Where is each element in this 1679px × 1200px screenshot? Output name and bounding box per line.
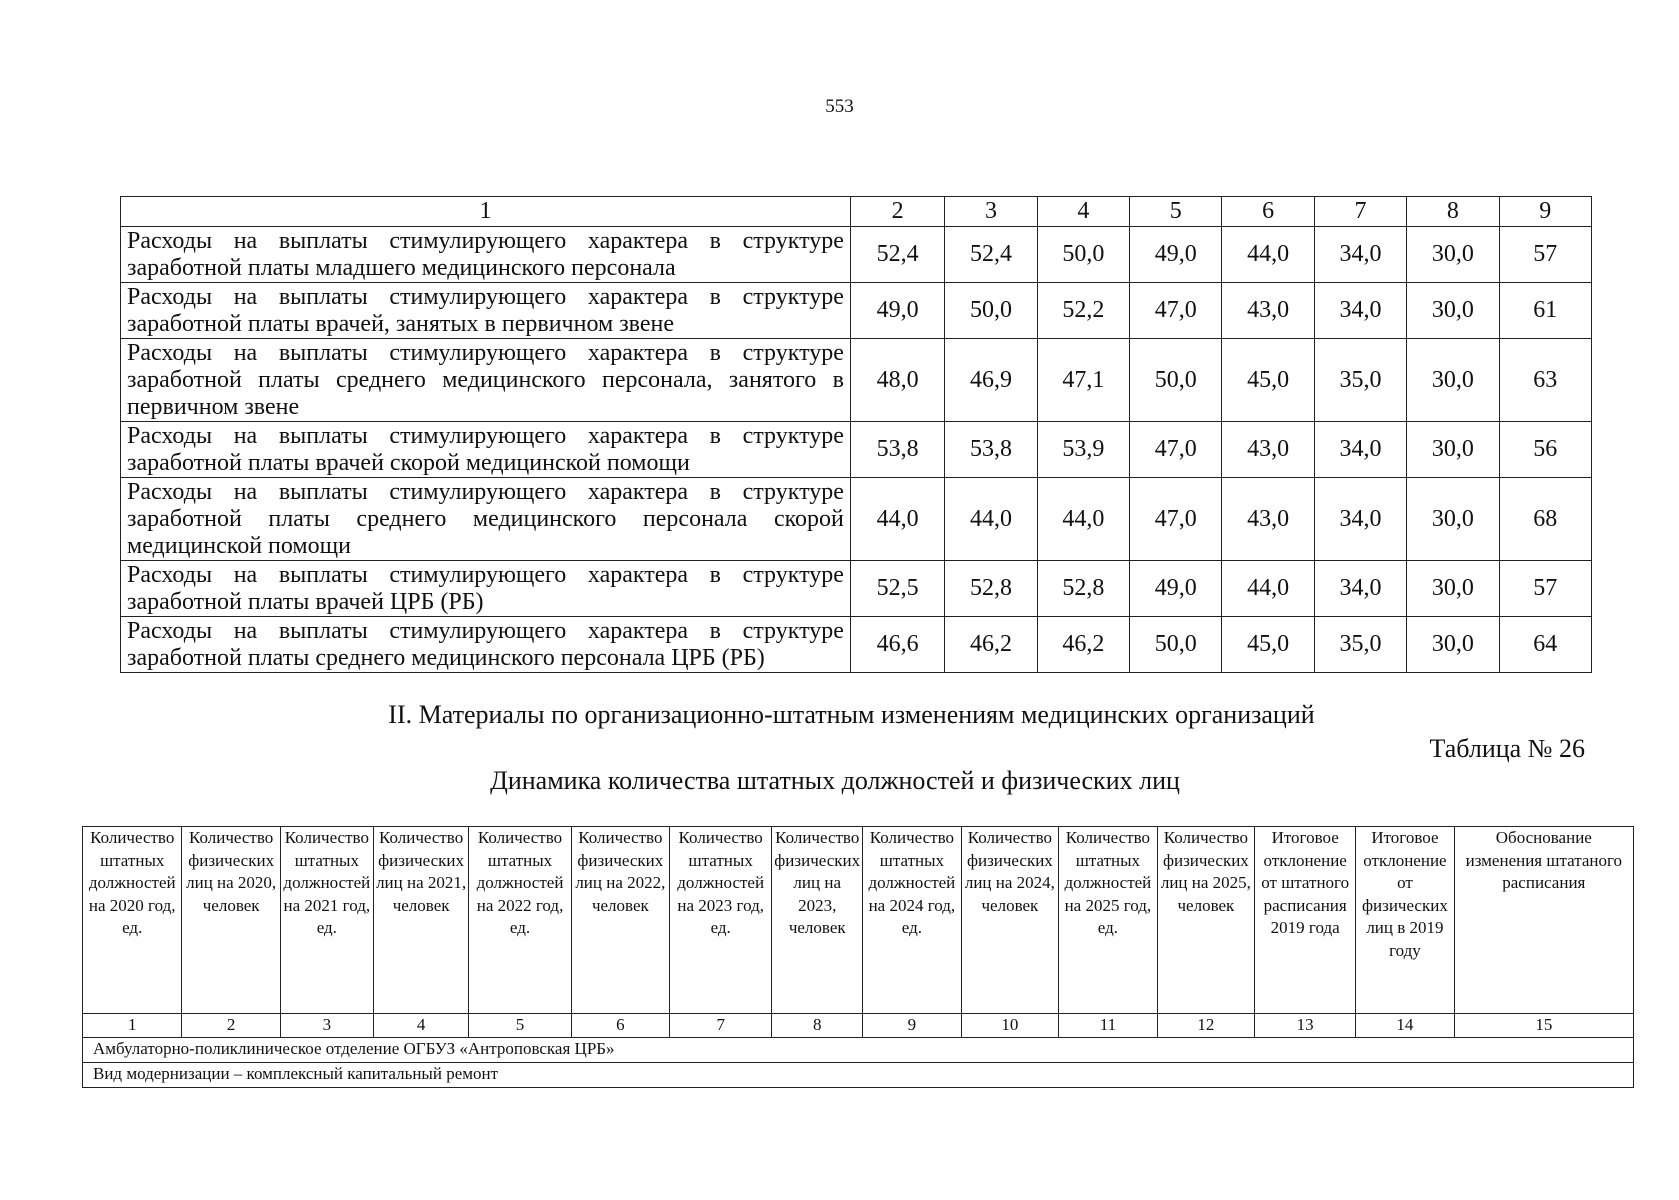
value-cell: 35,0	[1314, 339, 1406, 422]
column-number: 8	[772, 1014, 863, 1038]
page-number: 553	[825, 96, 854, 117]
table-header-row	[83, 827, 1634, 1014]
header-cell: Обоснование изменения штатаного расписания	[1454, 827, 1633, 1014]
table-header-row	[121, 197, 1592, 227]
value-cell: 57	[1499, 227, 1591, 283]
column-number-row	[83, 1014, 1634, 1038]
value-cell: 52,4	[850, 227, 944, 283]
row-label: Расходы на выплаты стимулирующего характера в структуре заработной платы врачей скорой медицинской помощи	[121, 422, 851, 478]
header-cell: 8	[1407, 197, 1499, 227]
value-cell: 64	[1499, 617, 1591, 673]
value-cell: 68	[1499, 478, 1591, 561]
value-cell: 50,0	[1130, 617, 1222, 673]
value-cell: 30,0	[1407, 478, 1499, 561]
header-cell: Количество физических лиц на 2025, человек	[1157, 827, 1255, 1014]
indicators-table	[120, 196, 1592, 673]
column-number: 1	[83, 1014, 182, 1038]
header-cell: 5	[1130, 197, 1222, 227]
column-number: 2	[182, 1014, 280, 1038]
table-row	[121, 422, 1592, 478]
value-cell: 61	[1499, 283, 1591, 339]
header-cell: Количество физических лиц на 2024, человек	[961, 827, 1059, 1014]
value-cell: 48,0	[850, 339, 944, 422]
value-cell: 57	[1499, 561, 1591, 617]
value-cell: 34,0	[1314, 227, 1406, 283]
value-cell: 46,2	[945, 617, 1037, 673]
value-cell: 30,0	[1407, 617, 1499, 673]
value-cell: 44,0	[1222, 227, 1314, 283]
value-cell: 44,0	[850, 478, 944, 561]
header-cell: 9	[1499, 197, 1591, 227]
value-cell: 47,0	[1130, 422, 1222, 478]
value-cell: 30,0	[1407, 283, 1499, 339]
table-row	[121, 227, 1592, 283]
header-cell: Количество физических лиц на 2020, человек	[182, 827, 280, 1014]
value-cell: 34,0	[1314, 283, 1406, 339]
column-number: 11	[1059, 1014, 1158, 1038]
value-cell: 44,0	[945, 478, 1037, 561]
header-cell: Итоговое отклонение от штатного расписания 2019 года	[1255, 827, 1356, 1014]
value-cell: 63	[1499, 339, 1591, 422]
modernization-row	[83, 1062, 1634, 1087]
staffing-table	[82, 826, 1634, 1088]
value-cell: 47,0	[1130, 283, 1222, 339]
value-cell: 34,0	[1314, 561, 1406, 617]
column-number: 4	[373, 1014, 469, 1038]
header-cell: Количество физических лиц на 2023, человек	[772, 827, 863, 1014]
row-label: Расходы на выплаты стимулирующего характера в структуре заработной платы врачей ЦРБ (РБ)	[121, 561, 851, 617]
value-cell: 53,8	[850, 422, 944, 478]
header-cell: Количество штатных должностей на 2025 год, ед.	[1059, 827, 1158, 1014]
table-row	[121, 561, 1592, 617]
value-cell: 45,0	[1222, 339, 1314, 422]
value-cell: 49,0	[850, 283, 944, 339]
value-cell: 45,0	[1222, 617, 1314, 673]
value-cell: 53,8	[945, 422, 1037, 478]
value-cell: 34,0	[1314, 422, 1406, 478]
value-cell: 30,0	[1407, 339, 1499, 422]
value-cell: 52,8	[945, 561, 1037, 617]
organization-name: Амбулаторно-поликлиническое отделение ОГБУЗ «Антроповская ЦРБ»	[83, 1037, 1634, 1062]
value-cell: 52,5	[850, 561, 944, 617]
value-cell: 43,0	[1222, 422, 1314, 478]
value-cell: 46,6	[850, 617, 944, 673]
table-row	[121, 478, 1592, 561]
header-cell: Количество штатных должностей на 2020 год, ед.	[83, 827, 182, 1014]
header-cell: Количество штатных должностей на 2024 год, ед.	[863, 827, 962, 1014]
column-number: 3	[280, 1014, 373, 1038]
value-cell: 35,0	[1314, 617, 1406, 673]
value-cell: 50,0	[945, 283, 1037, 339]
row-label: Расходы на выплаты стимулирующего характера в структуре заработной платы среднего медицинского персонала ЦРБ (РБ)	[121, 617, 851, 673]
value-cell: 46,9	[945, 339, 1037, 422]
value-cell: 47,1	[1037, 339, 1129, 422]
header-cell: Количество физических лиц на 2021, человек	[373, 827, 469, 1014]
value-cell: 47,0	[1130, 478, 1222, 561]
header-cell: Количество физических лиц на 2022, человек	[571, 827, 669, 1014]
column-number: 5	[469, 1014, 571, 1038]
value-cell: 43,0	[1222, 283, 1314, 339]
value-cell: 53,9	[1037, 422, 1129, 478]
value-cell: 44,0	[1222, 561, 1314, 617]
table-row	[121, 283, 1592, 339]
table-title: Динамика количества штатных должностей и физических лиц	[490, 766, 1180, 795]
value-cell: 50,0	[1037, 227, 1129, 283]
value-cell: 56	[1499, 422, 1591, 478]
column-number: 7	[670, 1014, 772, 1038]
column-number: 15	[1454, 1014, 1633, 1038]
value-cell: 34,0	[1314, 478, 1406, 561]
value-cell: 49,0	[1130, 227, 1222, 283]
modernization-type: Вид модернизации – комплексный капитальный ремонт	[83, 1062, 1634, 1087]
table-number: Таблица № 26	[1429, 734, 1585, 763]
column-number: 9	[863, 1014, 962, 1038]
table-row	[121, 617, 1592, 673]
header-cell: Количество штатных должностей на 2021 год, ед.	[280, 827, 373, 1014]
row-label: Расходы на выплаты стимулирующего характера в структуре заработной платы среднего медицинского персонала скорой медицинской помощи	[121, 478, 851, 561]
value-cell: 52,4	[945, 227, 1037, 283]
header-cell: 1	[121, 197, 851, 227]
header-cell: Количество штатных должностей на 2023 год, ед.	[670, 827, 772, 1014]
column-number: 12	[1157, 1014, 1255, 1038]
column-number: 14	[1356, 1014, 1454, 1038]
header-cell: 2	[850, 197, 944, 227]
organization-row	[83, 1037, 1634, 1062]
header-cell: 6	[1222, 197, 1314, 227]
row-label: Расходы на выплаты стимулирующего характера в структуре заработной платы врачей, занятых в первичном звене	[121, 283, 851, 339]
value-cell: 43,0	[1222, 478, 1314, 561]
value-cell: 49,0	[1130, 561, 1222, 617]
table-row	[121, 339, 1592, 422]
header-cell: 3	[945, 197, 1037, 227]
column-number: 10	[961, 1014, 1059, 1038]
value-cell: 52,8	[1037, 561, 1129, 617]
value-cell: 30,0	[1407, 561, 1499, 617]
value-cell: 30,0	[1407, 227, 1499, 283]
section-title: II. Материалы по организационно-штатным изменениям медицинских организаций	[388, 700, 1315, 729]
row-label: Расходы на выплаты стимулирующего характера в структуре заработной платы младшего медицинского персонала	[121, 227, 851, 283]
header-cell: 4	[1037, 197, 1129, 227]
value-cell: 30,0	[1407, 422, 1499, 478]
header-cell: Итоговое отклонение от физических лиц в 2019 году	[1356, 827, 1454, 1014]
value-cell: 50,0	[1130, 339, 1222, 422]
header-cell: 7	[1314, 197, 1406, 227]
row-label: Расходы на выплаты стимулирующего характера в структуре заработной платы среднего медицинского персонала, занятого в первичном звене	[121, 339, 851, 422]
value-cell: 46,2	[1037, 617, 1129, 673]
value-cell: 44,0	[1037, 478, 1129, 561]
value-cell: 52,2	[1037, 283, 1129, 339]
header-cell: Количество штатных должностей на 2022 год, ед.	[469, 827, 571, 1014]
column-number: 13	[1255, 1014, 1356, 1038]
column-number: 6	[571, 1014, 669, 1038]
